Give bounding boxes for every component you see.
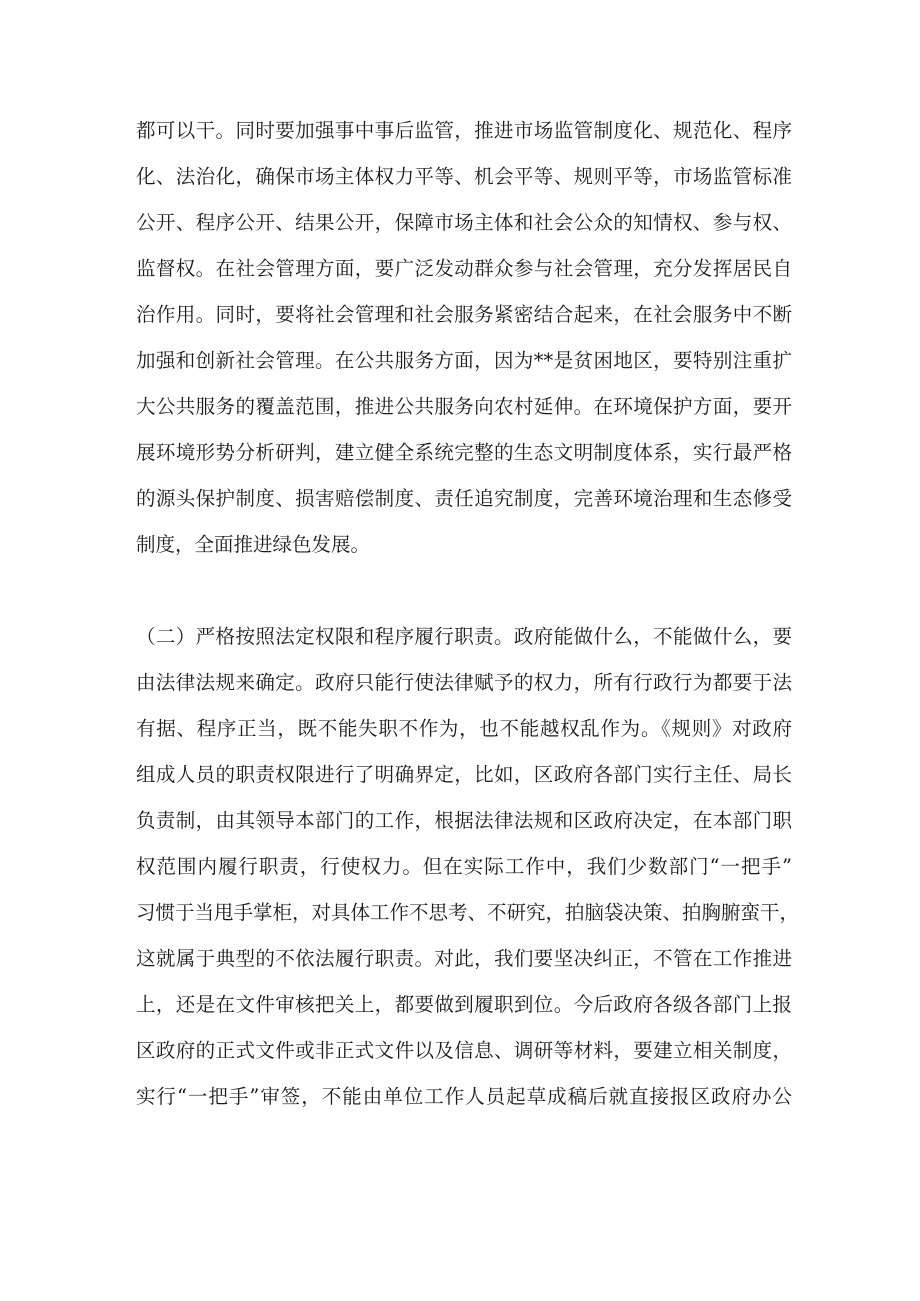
text-line: 大公共服务的覆盖范围，推进公共服务向农村延伸。在环境保护方面，要开 bbox=[136, 395, 792, 418]
text-line: 监督权。在社会管理方面，要广泛发动群众参与社会管理，充分发挥居民自 bbox=[136, 257, 792, 280]
text-line: 加强和创新社会管理。在公共服务方面，因为**是贫困地区，要特别注重扩 bbox=[136, 349, 792, 372]
text-line: 负责制，由其领导本部门的工作，根据法律法规和区政府决定，在本部门职 bbox=[136, 809, 792, 832]
text-line: 实行“一把手”审签，不能由单位工作人员起草成稿后就直接报区政府办公 bbox=[136, 1085, 792, 1108]
text-line: 展环境形势分析研判，建立健全系统完整的生态文明制度体系，实行最严格 bbox=[136, 441, 792, 464]
text-line: 习惯于当甩手掌柜，对具体工作不思考、不研究，拍脑袋决策、拍胸腑蛮干， bbox=[136, 901, 800, 924]
text-line: 制度，全面推进绿色发展。 bbox=[136, 533, 371, 556]
text-line: （二）严格按照法定权限和程序履行职责。政府能做什么，不能做什么，要 bbox=[136, 625, 792, 648]
text-line: 的源头保护制度、损害赔偿制度、责任追究制度，完善环境治理和生态修受 bbox=[136, 487, 792, 510]
text-line: 有据、程序正当，既不能失职不作为，也不能越权乱作为。《规则》对政府 bbox=[136, 717, 792, 740]
text-line: 这就属于典型的不依法履行职责。对此，我们要坚决纠正，不管在工作推进 bbox=[136, 947, 792, 970]
text-line: 上，还是在文件审核把关上，都要做到履职到位。今后政府各级各部门上报 bbox=[136, 993, 792, 1016]
text-line: 都可以干。同时要加强事中事后监管，推进市场监管制度化、规范化、程序 bbox=[136, 119, 792, 142]
text-line: 区政府的正式文件或非正式文件以及信息、调研等材料，要建立相关制度， bbox=[136, 1039, 792, 1062]
text-line: 由法律法规来确定。政府只能行使法律赋予的权力，所有行政行为都要于法 bbox=[136, 671, 792, 694]
text-line: 公开、程序公开、结果公开，保障市场主体和社会公众的知情权、参与权、 bbox=[136, 211, 792, 234]
text-line: 化、法治化，确保市场主体权力平等、机会平等、规则平等，市场监管标准 bbox=[136, 165, 792, 188]
text-line: 权范围内履行职责，行使权力。但在实际工作中，我们少数部门“一把手” bbox=[136, 855, 792, 878]
text-line: 组成人员的职责权限进行了明确界定，比如，区政府各部门实行主任、局长 bbox=[136, 763, 792, 786]
text-line: 治作用。同时，要将社会管理和社会服务紧密结合起来，在社会服务中不断 bbox=[136, 303, 792, 326]
